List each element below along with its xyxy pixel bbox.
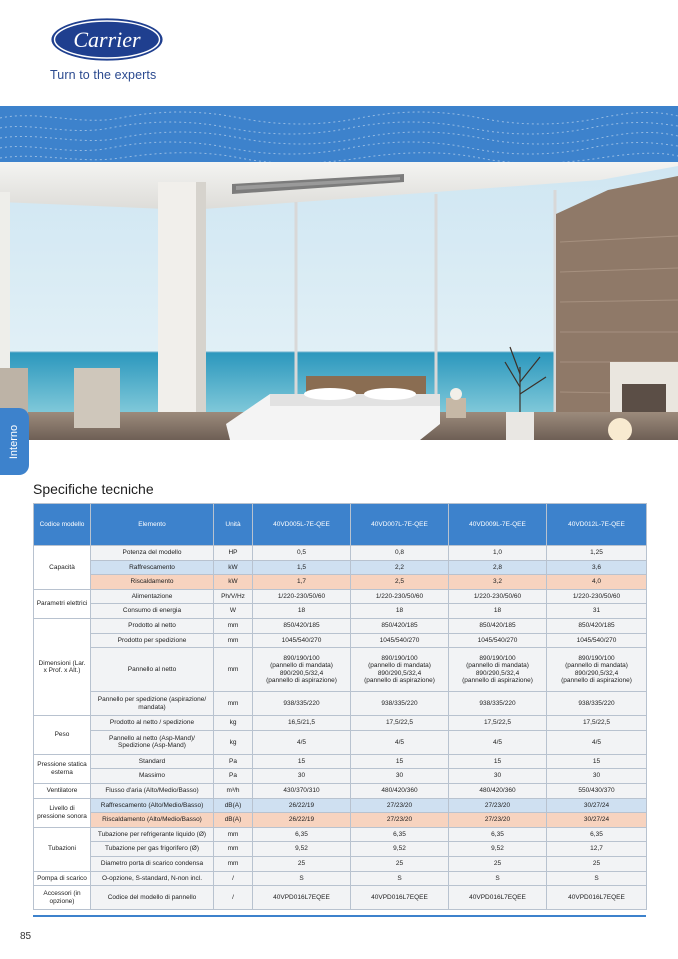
value-cell: 9,52	[449, 842, 547, 857]
item-cell: Pannello per spedizione (aspirazione/ mandata)	[91, 692, 214, 716]
value-cell: 890/190/100 (pannello di mandata) 890/290,5/32,4 (pannello di aspirazione)	[351, 648, 449, 692]
value-cell: 15	[351, 754, 449, 769]
value-cell: 1045/540/270	[351, 633, 449, 648]
side-tab-label: Interno	[8, 424, 20, 460]
item-cell: Flusso d'aria (Alto/Medio/Basso)	[91, 783, 214, 798]
value-cell: 550/430/370	[547, 783, 647, 798]
unit-cell: Ph/V/Hz	[214, 589, 253, 604]
table-row	[34, 692, 647, 716]
table-row	[34, 754, 647, 769]
header-cell: 40VD012L-7E-QEE	[547, 504, 647, 546]
item-cell: Potenza del modello	[91, 546, 214, 561]
value-cell: 1,25	[547, 546, 647, 561]
value-cell: 0,8	[351, 546, 449, 561]
value-cell: 1045/540/270	[547, 633, 647, 648]
spec-table	[33, 503, 647, 910]
value-cell: 12,7	[547, 842, 647, 857]
unit-cell: mm	[214, 842, 253, 857]
value-cell: 40VPD016L7EQEE	[351, 886, 449, 910]
value-cell: 15	[253, 754, 351, 769]
value-cell: 0,5	[253, 546, 351, 561]
group-cell: Pressione statica esterna	[34, 754, 91, 783]
value-cell: 890/190/100 (pannello di mandata) 890/290,5/32,4 (pannello di aspirazione)	[449, 648, 547, 692]
item-cell: Consumo di energia	[91, 604, 214, 619]
value-cell: 4/5	[253, 730, 351, 754]
value-cell: 1/220-230/50/60	[547, 589, 647, 604]
item-cell: Prodotto al netto	[91, 618, 214, 633]
svg-text:Carrier: Carrier	[73, 27, 141, 52]
item-cell: Riscaldamento (Alto/Medio/Basso)	[91, 813, 214, 828]
item-cell: Raffrescamento	[91, 560, 214, 575]
value-cell: 26/22/19	[253, 813, 351, 828]
table-row	[34, 546, 647, 561]
value-cell: 4/5	[547, 730, 647, 754]
value-cell: 9,52	[351, 842, 449, 857]
value-cell: 40VPD016L7EQEE	[253, 886, 351, 910]
value-cell: 9,52	[253, 842, 351, 857]
hero-room-photo	[0, 162, 678, 440]
value-cell: 480/420/360	[351, 783, 449, 798]
value-cell: 17,5/22,5	[547, 716, 647, 731]
value-cell: 30	[449, 769, 547, 784]
table-row	[34, 604, 647, 619]
item-cell: Raffrescamento (Alto/Medio/Basso)	[91, 798, 214, 813]
table-row	[34, 813, 647, 828]
value-cell: 890/190/100 (pannello di mandata) 890/290,5/32,4 (pannello di aspirazione)	[547, 648, 647, 692]
value-cell: 3,2	[449, 575, 547, 590]
value-cell: 6,35	[449, 827, 547, 842]
table-row	[34, 886, 647, 910]
table-row	[34, 730, 647, 754]
table-row	[34, 827, 647, 842]
table-row	[34, 842, 647, 857]
table-row	[34, 575, 647, 590]
item-cell: O-opzione, S-standard, N-non incl.	[91, 871, 214, 886]
table-bottom-rule	[33, 915, 646, 917]
unit-cell: dB(A)	[214, 813, 253, 828]
value-cell: S	[351, 871, 449, 886]
value-cell: 938/335/220	[449, 692, 547, 716]
value-cell: 18	[253, 604, 351, 619]
value-cell: 2,5	[351, 575, 449, 590]
value-cell: 30	[547, 769, 647, 784]
value-cell: 6,35	[253, 827, 351, 842]
section-title: Specifiche tecniche	[33, 481, 154, 497]
table-row	[34, 856, 647, 871]
group-cell: Pompa di scarico	[34, 871, 91, 886]
value-cell: 2,8	[449, 560, 547, 575]
item-cell: Diametro porta di scarico condensa	[91, 856, 214, 871]
table-row	[34, 560, 647, 575]
value-cell: 18	[449, 604, 547, 619]
item-cell: Prodotto per spedizione	[91, 633, 214, 648]
item-cell: Pannello al netto (Asp-Mand)/ Spedizione (Asp-Mand)	[91, 730, 214, 754]
header-cell: Elemento	[91, 504, 214, 546]
value-cell: 1,7	[253, 575, 351, 590]
value-cell: S	[547, 871, 647, 886]
side-tab-interno	[0, 408, 29, 475]
table-row	[34, 618, 647, 633]
value-cell: 17,5/22,5	[449, 716, 547, 731]
unit-cell: mm	[214, 648, 253, 692]
table-row	[34, 589, 647, 604]
unit-cell: HP	[214, 546, 253, 561]
header-cell: 40VD009L-7E-QEE	[449, 504, 547, 546]
value-cell: 938/335/220	[351, 692, 449, 716]
item-cell: Alimentazione	[91, 589, 214, 604]
table-row	[34, 769, 647, 784]
group-cell: Peso	[34, 716, 91, 755]
value-cell: 18	[351, 604, 449, 619]
value-cell: 40VPD016L7EQEE	[547, 886, 647, 910]
unit-cell: Pa	[214, 769, 253, 784]
item-cell: Pannello al netto	[91, 648, 214, 692]
item-cell: Massimo	[91, 769, 214, 784]
value-cell: 1,0	[449, 546, 547, 561]
value-cell: S	[253, 871, 351, 886]
value-cell: 31	[547, 604, 647, 619]
value-cell: 25	[351, 856, 449, 871]
value-cell: 850/420/185	[547, 618, 647, 633]
value-cell: 30	[253, 769, 351, 784]
value-cell: 938/335/220	[253, 692, 351, 716]
value-cell: 4/5	[351, 730, 449, 754]
carrier-logo	[50, 17, 164, 62]
value-cell: 27/23/20	[351, 813, 449, 828]
item-cell: Prodotto al netto / spedizione	[91, 716, 214, 731]
unit-cell: /	[214, 871, 253, 886]
unit-cell: dB(A)	[214, 798, 253, 813]
value-cell: 430/370/310	[253, 783, 351, 798]
page-number: 85	[20, 931, 32, 942]
table-row	[34, 716, 647, 731]
value-cell: 4/5	[449, 730, 547, 754]
header-cell: Codice modello	[34, 504, 91, 546]
value-cell: 850/420/185	[351, 618, 449, 633]
item-cell: Riscaldamento	[91, 575, 214, 590]
unit-cell: kg	[214, 730, 253, 754]
table-row	[34, 798, 647, 813]
value-cell: 6,35	[547, 827, 647, 842]
value-cell: 30	[351, 769, 449, 784]
table-row	[34, 783, 647, 798]
value-cell: 25	[547, 856, 647, 871]
value-cell: 26/22/19	[253, 798, 351, 813]
value-cell: 480/420/360	[449, 783, 547, 798]
value-cell: 27/23/20	[449, 798, 547, 813]
value-cell: 1/220-230/50/60	[449, 589, 547, 604]
value-cell: 15	[449, 754, 547, 769]
unit-cell: mm	[214, 633, 253, 648]
value-cell: 850/420/185	[449, 618, 547, 633]
header-cell: 40VD005L-7E-QEE	[253, 504, 351, 546]
value-cell: 1/220-230/50/60	[253, 589, 351, 604]
table-row	[34, 633, 647, 648]
unit-cell: Pa	[214, 754, 253, 769]
value-cell: 2,2	[351, 560, 449, 575]
unit-cell: mm	[214, 692, 253, 716]
value-cell: 6,35	[351, 827, 449, 842]
value-cell: 40VPD016L7EQEE	[449, 886, 547, 910]
header-cell: 40VD007L-7E-QEE	[351, 504, 449, 546]
value-cell: 17,5/22,5	[351, 716, 449, 731]
unit-cell: /	[214, 886, 253, 910]
item-cell: Codice del modello di pannello	[91, 886, 214, 910]
value-cell: S	[449, 871, 547, 886]
value-cell: 850/420/185	[253, 618, 351, 633]
value-cell: 30/27/24	[547, 798, 647, 813]
group-cell: Ventilatore	[34, 783, 91, 798]
value-cell: 1/220-230/50/60	[351, 589, 449, 604]
group-cell: Dimensioni (Lar. x Prof. x Alt.)	[34, 618, 91, 715]
unit-cell: W	[214, 604, 253, 619]
group-cell: Tubazioni	[34, 827, 91, 871]
value-cell: 3,6	[547, 560, 647, 575]
group-cell: Capacità	[34, 546, 91, 590]
value-cell: 4,0	[547, 575, 647, 590]
unit-cell: m³/h	[214, 783, 253, 798]
unit-cell: mm	[214, 827, 253, 842]
value-cell: 25	[253, 856, 351, 871]
unit-cell: kg	[214, 716, 253, 731]
table-row	[34, 871, 647, 886]
unit-cell: kW	[214, 575, 253, 590]
unit-cell: kW	[214, 560, 253, 575]
value-cell: 1,5	[253, 560, 351, 575]
value-cell: 27/23/20	[351, 798, 449, 813]
tagline: Turn to the experts	[50, 68, 157, 82]
value-cell: 27/23/20	[449, 813, 547, 828]
value-cell: 15	[547, 754, 647, 769]
table-row	[34, 648, 647, 692]
value-cell: 25	[449, 856, 547, 871]
item-cell: Standard	[91, 754, 214, 769]
item-cell: Tubazione per refrigerante liquido (Ø)	[91, 827, 214, 842]
value-cell: 1045/540/270	[253, 633, 351, 648]
value-cell: 890/190/100 (pannello di mandata) 890/290,5/32,4 (pannello di aspirazione)	[253, 648, 351, 692]
group-cell: Parametri elettrici	[34, 589, 91, 618]
value-cell: 16,5/21,5	[253, 716, 351, 731]
value-cell: 30/27/24	[547, 813, 647, 828]
value-cell: 1045/540/270	[449, 633, 547, 648]
unit-cell: mm	[214, 856, 253, 871]
table-header-row	[34, 504, 647, 546]
banner-wave-pattern	[0, 106, 678, 162]
value-cell: 938/335/220	[547, 692, 647, 716]
group-cell: Accessori (in opzione)	[34, 886, 91, 910]
unit-cell: mm	[214, 618, 253, 633]
header-cell: Unità	[214, 504, 253, 546]
group-cell: Livello di pressione sonora	[34, 798, 91, 827]
item-cell: Tubazione per gas frigorifero (Ø)	[91, 842, 214, 857]
